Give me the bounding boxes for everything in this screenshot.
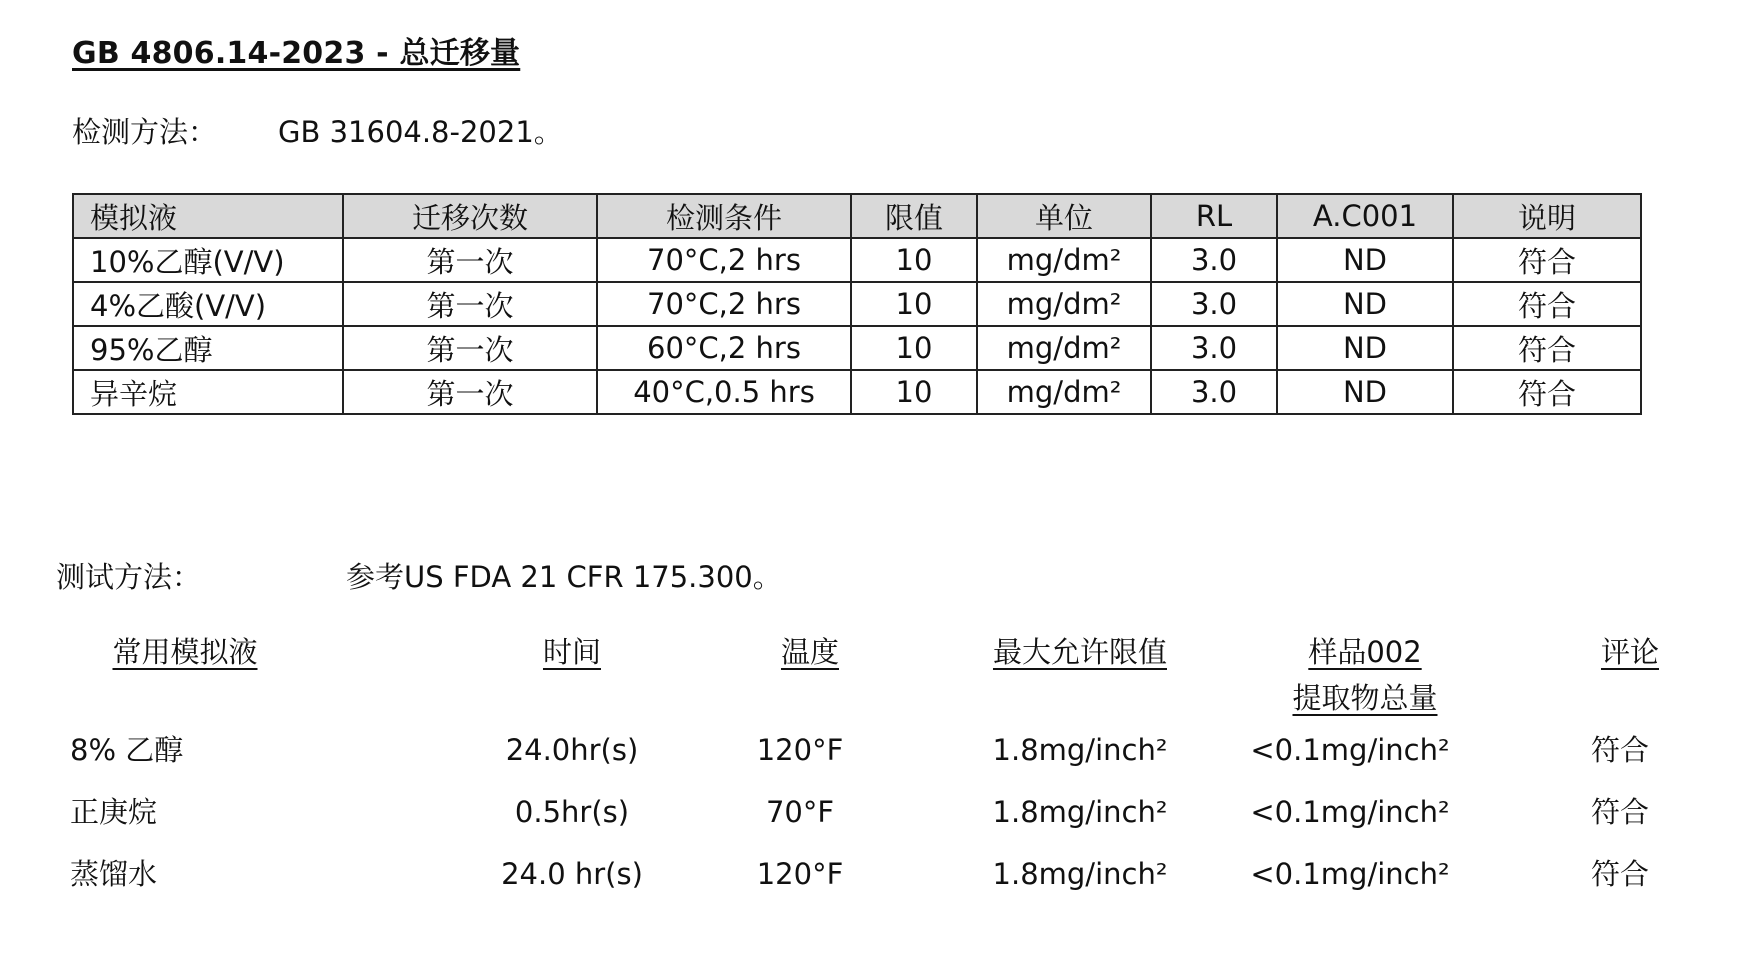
gb-method-value: GB 31604.8-2021。 xyxy=(278,115,563,149)
unit-cell: mg/dm² xyxy=(977,326,1151,370)
gb-header-limit: 限值 xyxy=(851,194,977,238)
gb-header-sample: A.C001 xyxy=(1277,194,1453,238)
fda-temperature-cell: 120°F xyxy=(756,733,844,767)
table-row xyxy=(73,326,1641,370)
fda-temperature-cell: 120°F xyxy=(756,857,844,891)
sample-result-cell: ND xyxy=(1277,238,1453,282)
fda-method-value: 参考US FDA 21 CFR 175.300。 xyxy=(346,560,782,594)
migration-count-cell: 第一次 xyxy=(343,238,597,282)
table-row xyxy=(73,370,1641,414)
remark-cell: 符合 xyxy=(1453,370,1641,414)
table-row xyxy=(73,282,1641,326)
unit-cell: mg/dm² xyxy=(977,370,1151,414)
gb-method-line xyxy=(72,110,563,151)
sample-result-cell: ND xyxy=(1277,370,1453,414)
section-title: GB 4806.14-2023 - 总迁移量 xyxy=(72,36,521,71)
rl-cell: 3.0 xyxy=(1151,238,1277,282)
gb-table-header-row xyxy=(73,194,1641,238)
test-condition-cell: 40°C,0.5 hrs xyxy=(597,370,851,414)
fda-header-sample-sub: 提取物总量 xyxy=(1292,681,1438,715)
fda-time-cell: 0.5hr(s) xyxy=(514,795,630,829)
remark-cell: 符合 xyxy=(1453,238,1641,282)
fda-header-temperature: 温度 xyxy=(780,635,839,669)
fda-header-max-limit: 最大允许限值 xyxy=(992,635,1167,669)
fda-method-line xyxy=(56,555,782,596)
unit-cell: mg/dm² xyxy=(977,282,1151,326)
unit-cell: mg/dm² xyxy=(977,238,1151,282)
limit-cell: 10 xyxy=(851,238,977,282)
fda-header-time: 时间 xyxy=(542,635,601,669)
fda-sample-result-cell: <0.1mg/inch² xyxy=(1250,857,1450,891)
simulant-cell: 95%乙醇 xyxy=(73,326,343,370)
gb-header-migration-count: 迁移次数 xyxy=(343,194,597,238)
gb-header-rl: RL xyxy=(1151,194,1277,238)
fda-time-cell: 24.0hr(s) xyxy=(505,733,639,767)
fda-simulant-cell: 蒸馏水 xyxy=(70,857,158,891)
remark-cell: 符合 xyxy=(1453,326,1641,370)
remark-cell: 符合 xyxy=(1453,282,1641,326)
fda-header-sample: 样品002 xyxy=(1308,635,1422,669)
simulant-cell: 异辛烷 xyxy=(73,370,343,414)
rl-cell: 3.0 xyxy=(1151,326,1277,370)
fda-max-limit-cell: 1.8mg/inch² xyxy=(992,857,1168,891)
fda-header-comment: 评论 xyxy=(1600,635,1659,669)
rl-cell: 3.0 xyxy=(1151,370,1277,414)
fda-comment-cell: 符合 xyxy=(1590,795,1649,829)
gb-header-unit: 单位 xyxy=(977,194,1151,238)
test-condition-cell: 70°C,2 hrs xyxy=(597,282,851,326)
gb-header-remark: 说明 xyxy=(1453,194,1641,238)
gb-header-simulant: 模拟液 xyxy=(73,194,343,238)
migration-count-cell: 第一次 xyxy=(343,282,597,326)
simulant-cell: 4%乙酸(V/V) xyxy=(73,282,343,326)
sample-result-cell: ND xyxy=(1277,282,1453,326)
fda-simulant-cell: 8% 乙醇 xyxy=(70,733,184,767)
fda-sample-result-cell: <0.1mg/inch² xyxy=(1250,795,1450,829)
fda-max-limit-cell: 1.8mg/inch² xyxy=(992,795,1168,829)
limit-cell: 10 xyxy=(851,326,977,370)
simulant-cell: 10%乙醇(V/V) xyxy=(73,238,343,282)
migration-count-cell: 第一次 xyxy=(343,370,597,414)
fda-header-simulant: 常用模拟液 xyxy=(112,635,258,669)
limit-cell: 10 xyxy=(851,282,977,326)
gb-header-test-condition: 检测条件 xyxy=(597,194,851,238)
limit-cell: 10 xyxy=(851,370,977,414)
fda-time-cell: 24.0 hr(s) xyxy=(501,857,643,891)
fda-comment-cell: 符合 xyxy=(1590,857,1649,891)
test-condition-cell: 70°C,2 hrs xyxy=(597,238,851,282)
migration-count-cell: 第一次 xyxy=(343,326,597,370)
fda-simulant-cell: 正庚烷 xyxy=(70,795,158,829)
sample-result-cell: ND xyxy=(1277,326,1453,370)
fda-sample-result-cell: <0.1mg/inch² xyxy=(1250,733,1450,767)
rl-cell: 3.0 xyxy=(1151,282,1277,326)
gb-migration-table xyxy=(72,193,1642,415)
fda-max-limit-cell: 1.8mg/inch² xyxy=(992,733,1168,767)
fda-temperature-cell: 70°F xyxy=(765,795,835,829)
fda-method-label: 测试方法： xyxy=(56,560,202,594)
fda-comment-cell: 符合 xyxy=(1590,733,1649,767)
table-row xyxy=(73,238,1641,282)
gb-method-label: 检测方法： xyxy=(72,115,218,149)
test-condition-cell: 60°C,2 hrs xyxy=(597,326,851,370)
